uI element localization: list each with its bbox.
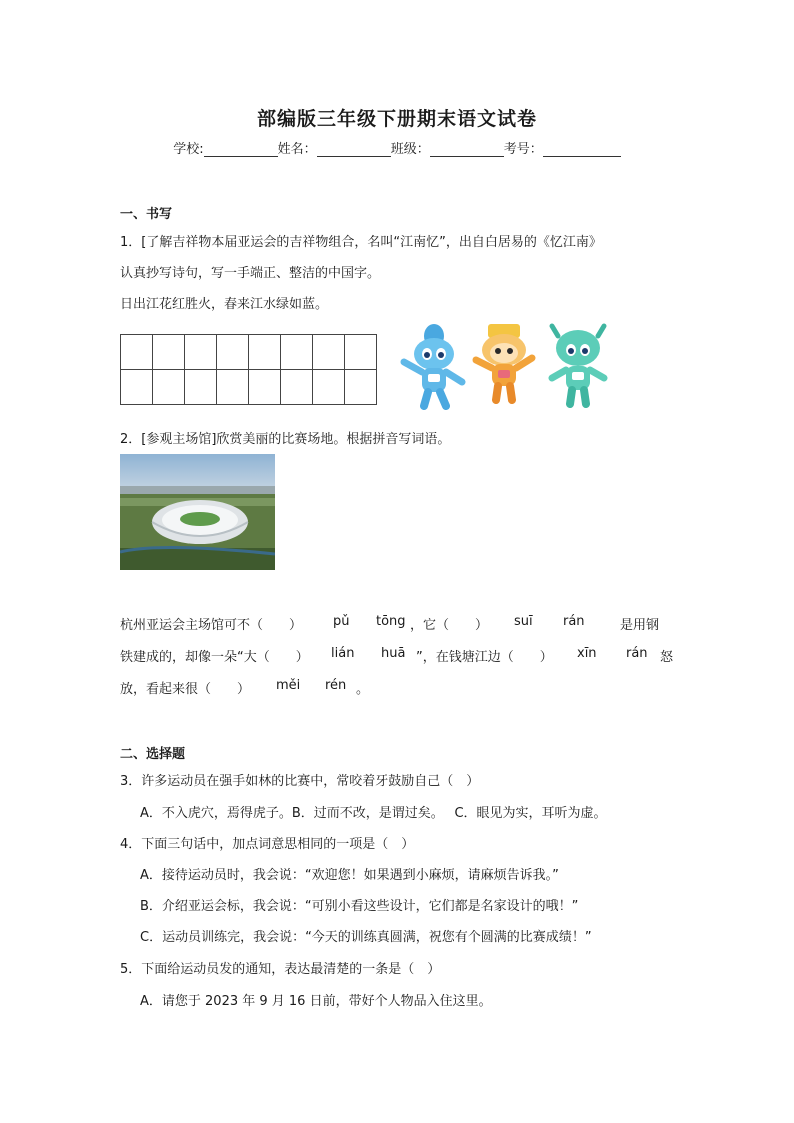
q4-option-c[interactable]: C．运动员训练完，我会说：“今天的训练真圆满，祝您有个圆满的比赛成绩！” bbox=[140, 930, 592, 945]
grid-cell[interactable] bbox=[313, 335, 345, 370]
student-info-row bbox=[0, 138, 794, 157]
q5-stem: 5．下面给运动员发的通知，表达最清楚的一条是（ ） bbox=[120, 962, 441, 977]
q2-text-1c: 是用钢 bbox=[620, 618, 660, 633]
grid-cell[interactable] bbox=[153, 370, 185, 405]
q2-text-1a: 杭州亚运会主场馆可不（ ） bbox=[120, 618, 303, 633]
name-label: 姓名： bbox=[277, 142, 317, 157]
class-blank[interactable] bbox=[430, 142, 504, 157]
q1-line2: 认真抄写诗句，写一手端正、整洁的中国字。 bbox=[120, 266, 381, 281]
grid-cell[interactable] bbox=[185, 370, 217, 405]
pinyin-sui: suī bbox=[514, 614, 533, 629]
school-blank[interactable] bbox=[204, 142, 278, 157]
stadium-image bbox=[120, 454, 275, 570]
q2-text-2b: ”，在钱塘江边（ ） bbox=[416, 650, 553, 665]
q2-text-3a: 放，看起来很（ ） bbox=[120, 682, 251, 697]
name-blank[interactable] bbox=[317, 142, 391, 157]
pinyin-pu: pǔ bbox=[333, 614, 350, 629]
grid-cell[interactable] bbox=[281, 370, 313, 405]
mascot-orange-image bbox=[468, 322, 540, 404]
grid-cell[interactable] bbox=[313, 370, 345, 405]
q4-option-a[interactable]: A．接待运动员时，我会说：“欢迎您！如果遇到小麻烦，请麻烦告诉我。” bbox=[140, 868, 559, 883]
grid-cell[interactable] bbox=[249, 370, 281, 405]
exam-no-label: 考号： bbox=[503, 142, 543, 157]
q2-text-2a: 铁建成的，却像一朵“大（ ） bbox=[120, 650, 309, 665]
grid-cell[interactable] bbox=[345, 370, 377, 405]
pinyin-mei: měi bbox=[276, 678, 301, 693]
pinyin-hua: huā bbox=[381, 646, 406, 661]
section2-heading: 二、选择题 bbox=[120, 747, 186, 762]
q2-text-2c: 怒 bbox=[660, 650, 674, 665]
pinyin-ran-2: rán bbox=[626, 646, 648, 661]
q2-text-1b: ，它（ ） bbox=[410, 618, 489, 633]
grid-cell[interactable] bbox=[217, 370, 249, 405]
school-label: 学校: bbox=[173, 142, 204, 157]
q4-stem: 4．下面三句话中，加点词意思相同的一项是（ ） bbox=[120, 837, 415, 852]
grid-cell[interactable] bbox=[185, 335, 217, 370]
q2-text-3b: 。 bbox=[356, 682, 370, 697]
pinyin-tong: tōng bbox=[376, 614, 406, 629]
grid-cell[interactable] bbox=[281, 335, 313, 370]
pinyin-lian: lián bbox=[331, 646, 355, 661]
q4-option-b[interactable]: B．介绍亚运会标，我会说：“可别小看这些设计，它们都是名家设计的哦！” bbox=[140, 899, 579, 914]
q5-option-a[interactable]: A．请您于 2023 年 9 月 16 日前，带好个人物品入住这里。 bbox=[140, 994, 492, 1009]
writing-grid[interactable] bbox=[120, 334, 377, 405]
exam-no-blank[interactable] bbox=[543, 142, 621, 157]
grid-cell[interactable] bbox=[345, 335, 377, 370]
section1-heading: 一、书写 bbox=[120, 207, 173, 222]
pinyin-ren: rén bbox=[325, 678, 347, 693]
q3-stem: 3．许多运动员在强手如林的比赛中，常咬着牙鼓励自己（ ） bbox=[120, 774, 480, 789]
pinyin-xin: xīn bbox=[577, 646, 597, 661]
q2-line1: 2．[参观主场馆]欣赏美丽的比赛场地。根据拼音写词语。 bbox=[120, 432, 451, 447]
grid-cell[interactable] bbox=[121, 370, 153, 405]
grid-cell[interactable] bbox=[153, 335, 185, 370]
q1-line1: 1．[了解吉祥物本届亚运会的吉祥物组合，名叫“江南忆”，出自白居易的《忆江南》 bbox=[120, 235, 602, 250]
grid-cell[interactable] bbox=[121, 335, 153, 370]
page-title: 部编版三年级下册期末语文试卷 bbox=[256, 108, 537, 130]
grid-cell[interactable] bbox=[217, 335, 249, 370]
mascot-blue-image bbox=[398, 322, 470, 410]
mascot-green-image bbox=[542, 322, 614, 408]
q3-options[interactable]: A．不入虎穴，焉得虎子。B．过而不改，是谓过矣。 C．眼见为实，耳听为虚。 bbox=[140, 806, 607, 821]
grid-cell[interactable] bbox=[249, 335, 281, 370]
class-label: 班级： bbox=[390, 142, 430, 157]
q1-line3: 日出江花红胜火，春来江水绿如蓝。 bbox=[120, 297, 329, 312]
pinyin-ran: rán bbox=[563, 614, 585, 629]
